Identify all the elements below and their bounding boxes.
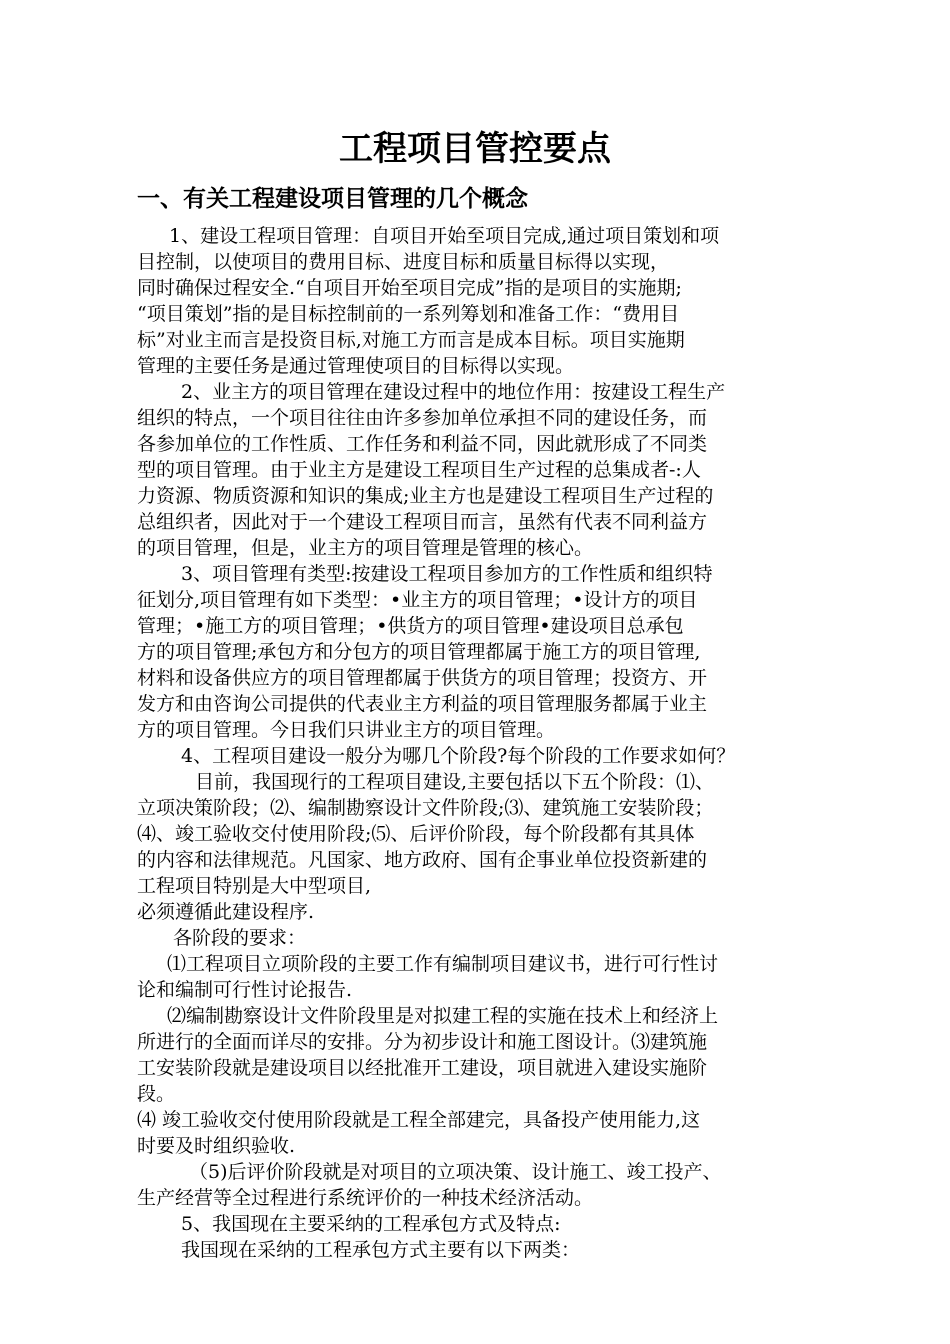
text-line: 力资源、物质资源和知识的集成;业主方也是建设工程项目生产过程的 [137,485,714,507]
text-line: 1、建设工程项目管理：自项目开始至项目完成,通过项目策划和项 [169,225,720,247]
text-line: ⑷、竣工验收交付使用阶段;⑸、后评价阶段，每个阶段都有其具体 [137,823,695,845]
text-line: 2、业主方的项目管理在建设过程中的地位作用：按建设工程生产 [181,381,726,403]
text-line: 立项决策阶段；⑵、编制勘察设计文件阶段;⑶、建筑施工安装阶段； [137,797,714,819]
document-body [137,223,837,1263]
text-line: 总组织者，因此对于一个建设工程项目而言，虽然有代表不同利益方 [137,511,708,533]
text-line: ⑵编制勘察设计文件阶段里是对拟建工程的实施在技术上和经济上 [167,1005,719,1027]
text-line: 同时确保过程安全.“自项目开始至项目完成”指的是项目的实施期; [137,277,682,299]
text-line: 必须遵循此建设程序. [137,901,315,923]
text-line: 各阶段的要求： [173,927,307,949]
text-line: 生产经营等全过程进行系统评价的一种技术经济活动。 [137,1187,594,1209]
text-line: 时要及时组织验收. [137,1135,296,1157]
text-line: 目前，我国现行的工程项目建设,主要包括以下五个阶段：⑴、 [195,771,715,793]
text-line: “项目策划”指的是目标控制前的一系列筹划和准备工作：“费用目 [137,303,680,325]
text-line: 段。 [137,1083,176,1105]
text-line: 标”对业主而言是投资目标,对施工方而言是成本目标。项目实施期 [137,329,685,351]
text-line: 管理的主要任务是通过管理使项目的目标得以实现。 [137,355,575,377]
text-line: 论和编制可行性讨论报告. [137,979,353,1001]
text-line: 方的项目管理。今日我们只讲业主方的项目管理。 [137,719,556,741]
page-title: 工程项目管控要点 [339,129,611,169]
text-line: ⑴工程项目立项阶段的主要工作有编制项目建议书，进行可行性讨 [167,953,719,975]
text-line: （5)后评价阶段就是对项目的立项决策、设计施工、竣工投产、 [189,1161,722,1183]
text-line: 的内容和法律规范。凡国家、地方政府、国有企事业单位投资新建的 [137,849,708,871]
text-line: 管理；•施工方的项目管理；•供货方的项目管理•建设项目总承包 [137,615,684,637]
text-line: 5、我国现在主要采纳的工程承包方式及特点: [181,1213,561,1235]
text-line: 各参加单位的工作性质、工作任务和利益不同，因此就形成了不同类 [137,433,708,455]
text-line: 发方和由咨询公司提供的代表业主方利益的项目管理服务都属于业主 [137,693,708,715]
text-line: 的项目管理，但是，业主方的项目管理是管理的核心。 [137,537,594,559]
text-line: 工安装阶段就是建设项目以经批准开工建设，项目就进入建设实施阶 [137,1057,708,1079]
section-heading: 一、有关工程建设项目管理的几个概念 [137,186,528,212]
text-line: 所进行的全面而详尽的安排。分为初步设计和施工图设计。⑶建筑施 [137,1031,708,1053]
text-line: 型的项目管理。由于业主方是建设工程项目生产过程的总集成者-:人 [137,459,701,481]
text-line: 4、工程项目建设一般分为哪几个阶段?每个阶段的工作要求如何？ [181,745,736,767]
text-line: 目控制，以使项目的费用目标、进度目标和质量目标得以实现， [137,251,670,273]
text-line: 组织的特点，一个项目往往由许多参加单位承担不同的建设任务，而 [137,407,708,429]
text-line: 征划分,项目管理有如下类型：•业主方的项目管理；•设计方的项目 [137,589,698,611]
text-line: ⑷ 竣工验收交付使用阶段就是工程全部建完，具备投产使用能力,这 [137,1109,701,1131]
text-line: 材料和设备供应方的项目管理都属于供货方的项目管理；投资方、开 [137,667,708,689]
text-line: 工程项目特别是大中型项目, [137,875,372,897]
text-line: 我国现在采纳的工程承包方式主要有以下两类： [181,1239,581,1261]
text-line: 方的项目管理;承包方和分包方的项目管理都属于施工方的项目管理, [137,641,701,663]
text-line: 3、项目管理有类型:按建设工程项目参加方的工作性质和组织特 [181,563,713,585]
